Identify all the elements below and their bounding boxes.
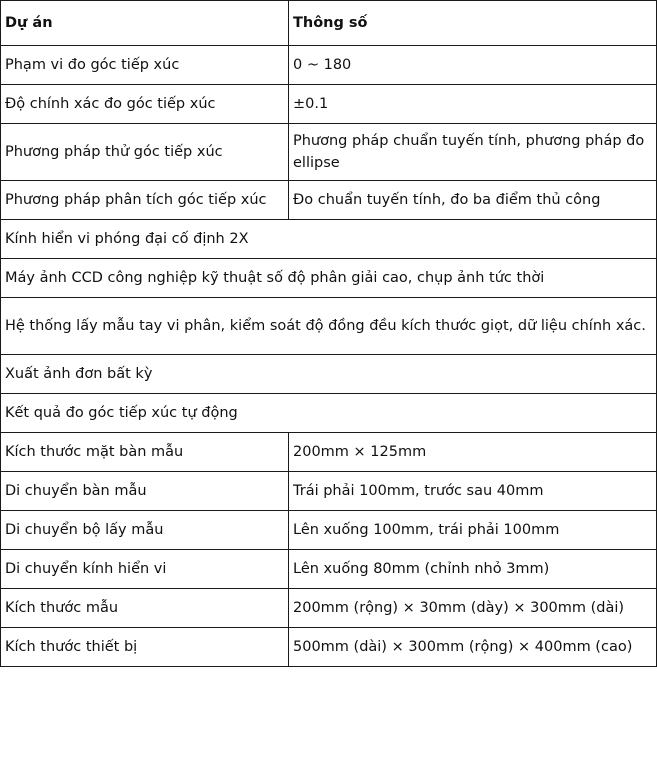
row-label: Phương pháp phân tích góc tiếp xúc bbox=[1, 181, 289, 220]
table-row bbox=[1, 355, 657, 394]
table-row bbox=[1, 181, 657, 220]
table-row bbox=[1, 589, 657, 628]
table-row bbox=[1, 433, 657, 472]
table-row bbox=[1, 472, 657, 511]
row-value: 200mm (rộng) × 30mm (dày) × 300mm (dài) bbox=[289, 589, 657, 628]
row-value: Lên xuống 100mm, trái phải 100mm bbox=[289, 511, 657, 550]
row-value: Đo chuẩn tuyến tính, đo ba điểm thủ công bbox=[289, 181, 657, 220]
table-row bbox=[1, 394, 657, 433]
row-value: Trái phải 100mm, trước sau 40mm bbox=[289, 472, 657, 511]
row-value: Phương pháp chuẩn tuyến tính, phương pháp đo ellipse bbox=[289, 124, 657, 181]
table-row bbox=[1, 46, 657, 85]
row-label: Kích thước thiết bị bbox=[1, 628, 289, 667]
row-feature: Máy ảnh CCD công nghiệp kỹ thuật số độ phân giải cao, chụp ảnh tức thời bbox=[1, 259, 657, 298]
table-row bbox=[1, 220, 657, 259]
row-feature: Kết quả đo góc tiếp xúc tự động bbox=[1, 394, 657, 433]
table-row bbox=[1, 259, 657, 298]
row-value: 200mm × 125mm bbox=[289, 433, 657, 472]
table-row bbox=[1, 628, 657, 667]
row-value: 500mm (dài) × 300mm (rộng) × 400mm (cao) bbox=[289, 628, 657, 667]
row-feature: Kính hiển vi phóng đại cố định 2X bbox=[1, 220, 657, 259]
row-label: Kích thước mẫu bbox=[1, 589, 289, 628]
row-value: ±0.1 bbox=[289, 85, 657, 124]
row-label: Di chuyển bàn mẫu bbox=[1, 472, 289, 511]
table-row bbox=[1, 511, 657, 550]
row-label: Kích thước mặt bàn mẫu bbox=[1, 433, 289, 472]
row-feature: Hệ thống lấy mẫu tay vi phân, kiểm soát độ đồng đều kích thước giọt, dữ liệu chính xác. bbox=[1, 298, 657, 355]
table-row bbox=[1, 124, 657, 181]
table-header-row bbox=[1, 1, 657, 46]
row-label: Phương pháp thử góc tiếp xúc bbox=[1, 124, 289, 181]
row-feature: Xuất ảnh đơn bất kỳ bbox=[1, 355, 657, 394]
table-row bbox=[1, 298, 657, 355]
row-label: Phạm vi đo góc tiếp xúc bbox=[1, 46, 289, 85]
header-project: Dự án bbox=[1, 1, 289, 46]
row-label: Độ chính xác đo góc tiếp xúc bbox=[1, 85, 289, 124]
header-spec: Thông số bbox=[289, 1, 657, 46]
row-label: Di chuyển bộ lấy mẫu bbox=[1, 511, 289, 550]
table-row bbox=[1, 85, 657, 124]
row-value: 0 ~ 180 bbox=[289, 46, 657, 85]
row-label: Di chuyển kính hiển vi bbox=[1, 550, 289, 589]
row-value: Lên xuống 80mm (chỉnh nhỏ 3mm) bbox=[289, 550, 657, 589]
table-row bbox=[1, 550, 657, 589]
